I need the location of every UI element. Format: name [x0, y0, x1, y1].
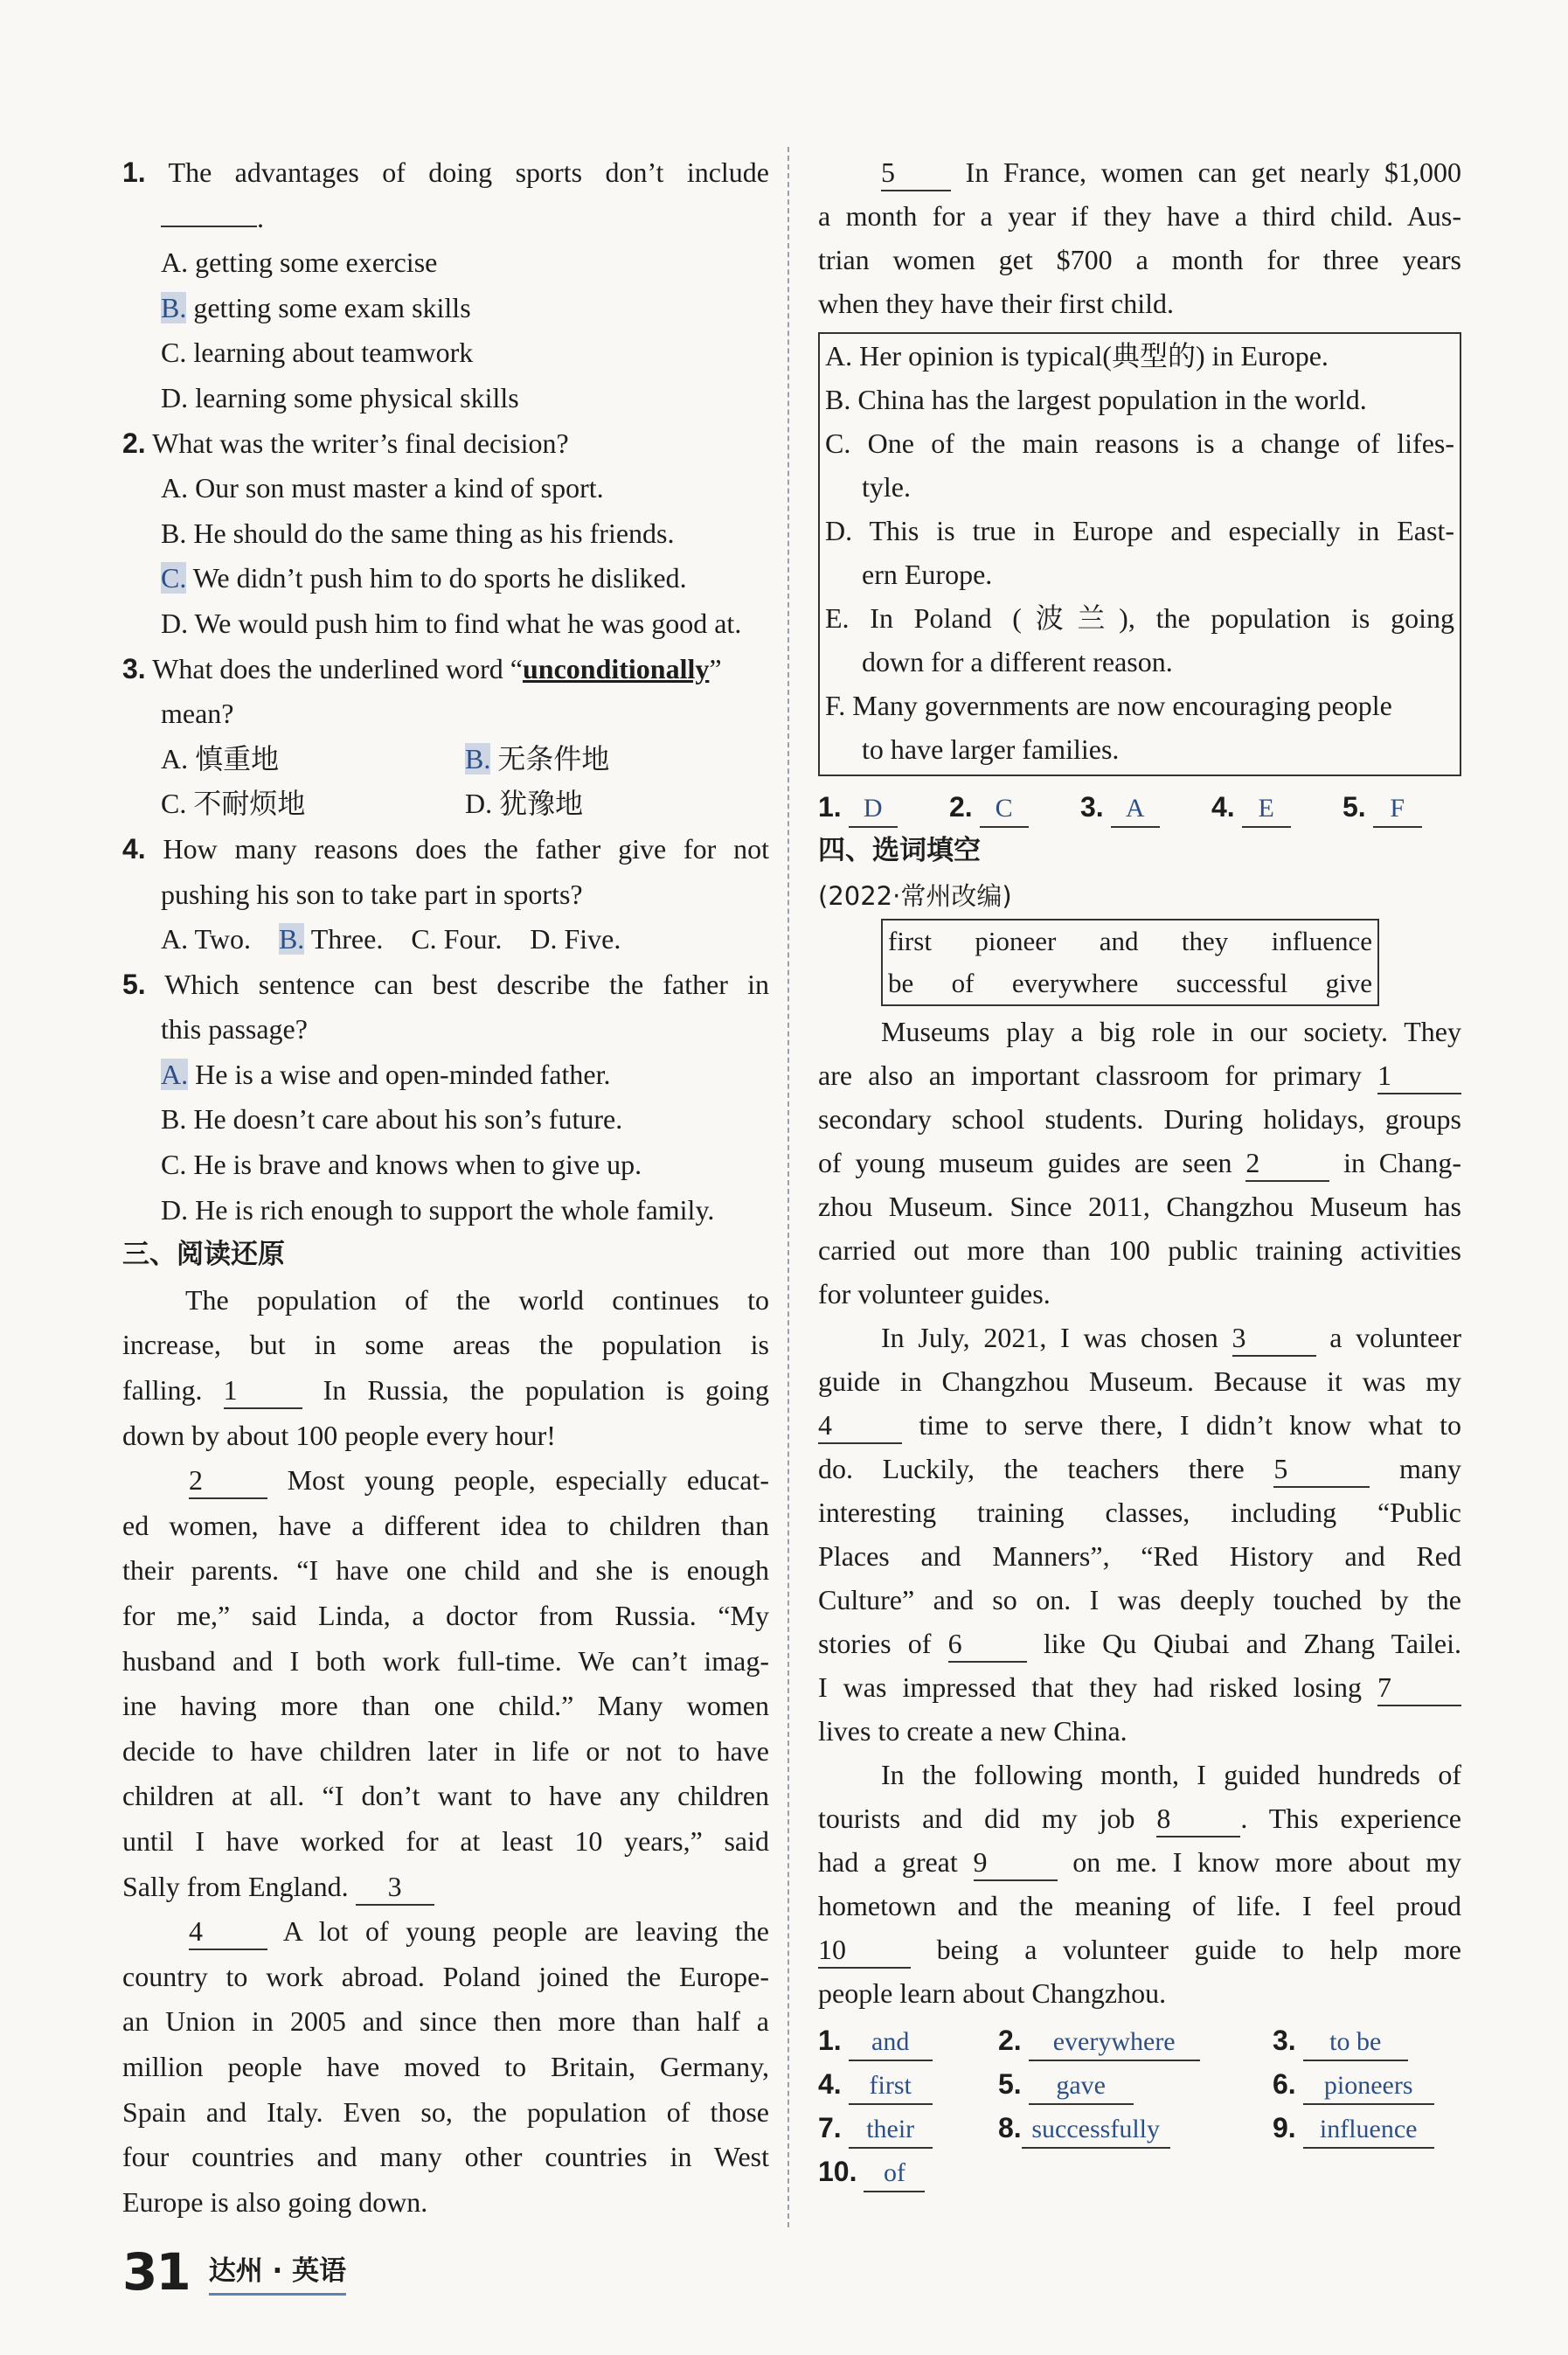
- cloze-paragraph-2: In July, 2021, I was chosen 3 a volunteer guide in Changzhou Museum. Because it was my 4 time to serve there, I didn’t know what to do. Luckily, the teachers there 5 many interesting training classes, including “Public Places and Manners”, “Red History and Red Culture” and so on. I was deeply touched by the stories of 6 like Qu Qiubai and Zhang Tailei. I was impressed that they had risked losing 7 lives to create a new China.: [818, 1322, 1462, 1747]
- option-a[interactable]: A. getting some exercise: [161, 247, 438, 279]
- option-d[interactable]: D. 犹豫地: [465, 788, 584, 820]
- option-d[interactable]: D. He is rich enough to support the whole family.: [161, 1193, 715, 1226]
- fill-answer-2[interactable]: everywhere: [1029, 2025, 1200, 2061]
- reading-restore-answers: 1. D 2. C 3. A 4. E 5. F: [818, 785, 1461, 829]
- cloze-blank-7[interactable]: 7: [1377, 1670, 1461, 1706]
- left-column: [122, 150, 769, 2225]
- passage-paragraph-4: 5 In France, women can get nearly $1,000 a month for a year if they have a third child. Aus- trian women get $700 a month for three years when they have their first child.: [818, 156, 1462, 319]
- restore-options-box: A. Her opinion is typical(典型的) in Europe. B. China has the largest population in the world. C. One of the main reasons is a change of lifes- tyle. D. This is true in Europe and especially in East- ern Europe. E. In Poland (波兰), the population is going down for a different reason. F. Many governments are now encouraging people to have larger families.: [818, 332, 1461, 776]
- option-a: A. Her opinion is typical(典型的) in Europe.: [825, 340, 1329, 372]
- option-d[interactable]: D. We would push him to find what he was good at.: [161, 607, 742, 639]
- option-b[interactable]: B. He doesn’t care about his son’s future.: [161, 1103, 623, 1136]
- footer-title: 达州 · 英语: [209, 2248, 346, 2296]
- option-d: D. This is true in Europe and especially in East-: [825, 515, 1454, 546]
- fill-answer-5[interactable]: gave: [1029, 2068, 1134, 2105]
- option-a[interactable]: A. Our son must master a kind of sport.: [161, 472, 604, 504]
- underlined-word: unconditionally: [522, 652, 710, 684]
- cloze-blank-5[interactable]: 5: [1273, 1451, 1370, 1488]
- fill-answer-7[interactable]: their: [849, 2112, 933, 2149]
- answer-2[interactable]: C: [980, 791, 1029, 828]
- section-heading-reading-restore: 三、阅读还原: [122, 1239, 285, 1271]
- fill-answer-1[interactable]: and: [849, 2025, 933, 2061]
- question-1: 1. The advantages of doing sports don’t include . A. getting some exercise B. getting some exam skills C. learning about teamwork D. learning some physical skills: [122, 150, 769, 421]
- column-divider: [787, 147, 789, 2227]
- gap-blank-2[interactable]: 2: [189, 1462, 267, 1499]
- passage-paragraph-1: The population of the world continues to increase, but in some areas the population is falling. 1 In Russia, the population is going down by about 100 people every hour!: [122, 1283, 770, 1451]
- option-b[interactable]: B. He should do the same thing as his friends.: [161, 517, 675, 549]
- cloze-blank-2[interactable]: 2: [1245, 1145, 1329, 1182]
- question-2: 2. What was the writer’s final decision? A. Our son must master a kind of sport. B. He should do the same thing as his friends. C. We didn’t push him to do sports he disliked. D. We would push him to find what he was good at.: [122, 421, 769, 647]
- fill-answer-9[interactable]: influence: [1303, 2112, 1434, 2149]
- answer-1[interactable]: D: [849, 791, 898, 828]
- question-3: 3. What does the underlined word “unconditionally” mean? A. 慎重地 B. 无条件地 C. 不耐烦地 D. 犹豫地: [122, 647, 769, 827]
- fill-answer-4[interactable]: first: [849, 2068, 933, 2105]
- option-b[interactable]: B. 无条件地: [465, 742, 610, 775]
- option-a[interactable]: A. 慎重地: [161, 742, 280, 775]
- passage-paragraph-2: 2 Most young people, especially educat- ed women, have a different idea to children than their parents. “I have one child and she is enough for me,” said Linda, a doctor from Russia. “My husband and I both work full-time. We can’t imag- ine having more than one child.” Many women decide to have children later in life or not to have children at all. “I don’t want to have any children until I have worked for at least 10 years,” said Sally from England. 3: [122, 1458, 769, 1909]
- answer-blank[interactable]: [161, 226, 257, 227]
- cloze-paragraph-3: In the following month, I guided hundreds of tourists and did my job 8 . This experience had a great 9 on me. I know more about my hometown and the meaning of life. I feel proud 10 being a volunteer guide to help more people learn about Changzhou.: [818, 1759, 1462, 2010]
- gap-blank-3[interactable]: 3: [356, 1869, 434, 1906]
- question-4: 4. How many reasons does the father give for not pushing his son to take part in sports? A. Two. B. Three. C. Four. D. Five.: [122, 832, 770, 955]
- passage-paragraph-3: 4 A lot of young people are leaving the country to work abroad. Poland joined the Europe- an Union in 2005 and since then more than half a million people have moved to Britain, Germany, Spain and Italy. Even so, the population of those four countries and many other countries in West Europe is also going down.: [122, 1915, 770, 2218]
- option-f: F. Many governments are now encouraging people: [825, 690, 1392, 721]
- option-e: E. In Poland (波兰), the population is going: [825, 602, 1454, 634]
- gap-blank-1[interactable]: 1: [224, 1372, 302, 1409]
- cloze-paragraph-1: Museums play a big role in our society. They are also an important classroom for primary 1 secondary school students. During holidays, groups of young museum guides are seen 2 in Chang- zhou Museum. Since 2011, Changzhou Museum has carried out more than 100 public training activities for volunteer guides.: [818, 1016, 1462, 1310]
- option-b[interactable]: B. Three.: [278, 923, 384, 955]
- option-c[interactable]: C. 不耐烦地: [161, 788, 306, 820]
- fill-answer-10[interactable]: of: [864, 2156, 925, 2192]
- word-bank: first pioneer and they influence be of everywhere successful give: [881, 919, 1379, 1006]
- cloze-blank-4[interactable]: 4: [818, 1407, 902, 1444]
- fill-answer-8[interactable]: successfully: [1022, 2112, 1170, 2149]
- cloze-blank-3[interactable]: 3: [1232, 1320, 1316, 1357]
- page-number: 31: [122, 2242, 190, 2302]
- option-d[interactable]: D. Five.: [530, 923, 621, 955]
- option-a[interactable]: A. Two.: [161, 923, 251, 955]
- gap-blank-5[interactable]: 5: [881, 155, 951, 191]
- source-note: (2022·常州改编): [818, 880, 1012, 911]
- option-c: C. One of the main reasons is a change of lifes-: [825, 427, 1454, 459]
- answer-3[interactable]: A: [1111, 791, 1160, 828]
- right-column: [818, 150, 1461, 2193]
- cloze-blank-8[interactable]: 8: [1156, 1801, 1240, 1837]
- word-fill-answers: 1. and 2. everywhere 3. to be 4. first 5. gave 6. pioneers 7. their 8. successfully 9. influence 10. of: [818, 2018, 1461, 2193]
- option-b[interactable]: B. getting some exam skills: [161, 291, 471, 323]
- option-c[interactable]: C. learning about teamwork: [161, 337, 474, 369]
- cloze-blank-1[interactable]: 1: [1377, 1058, 1461, 1094]
- section-heading-word-fill: 四、选词填空: [818, 835, 981, 866]
- option-c[interactable]: C. We didn’t push him to do sports he disliked.: [161, 562, 687, 594]
- option-d[interactable]: D. learning some physical skills: [161, 381, 519, 413]
- option-a[interactable]: A. He is a wise and open-minded father.: [161, 1058, 611, 1090]
- page-footer: [122, 2242, 346, 2302]
- fill-answer-3[interactable]: to be: [1303, 2025, 1408, 2061]
- fill-answer-6[interactable]: pioneers: [1303, 2068, 1434, 2105]
- cloze-blank-6[interactable]: 6: [948, 1626, 1027, 1663]
- cloze-blank-10[interactable]: 10: [818, 1932, 911, 1969]
- gap-blank-4[interactable]: 4: [189, 1914, 267, 1950]
- answer-5[interactable]: F: [1373, 791, 1422, 828]
- question-5: 5. Which sentence can best describe the father in this passage? A. He is a wise and open-minded father. B. He doesn’t care about his son’s future. C. He is brave and knows when to give up. D. He is rich enough to support the whole family.: [122, 962, 769, 1233]
- option-c[interactable]: C. Four.: [411, 923, 503, 955]
- option-b: B. China has the largest population in the world.: [825, 384, 1367, 415]
- option-c[interactable]: C. He is brave and knows when to give up.: [161, 1149, 642, 1181]
- cloze-blank-9[interactable]: 9: [974, 1844, 1058, 1881]
- answer-4[interactable]: E: [1242, 791, 1291, 828]
